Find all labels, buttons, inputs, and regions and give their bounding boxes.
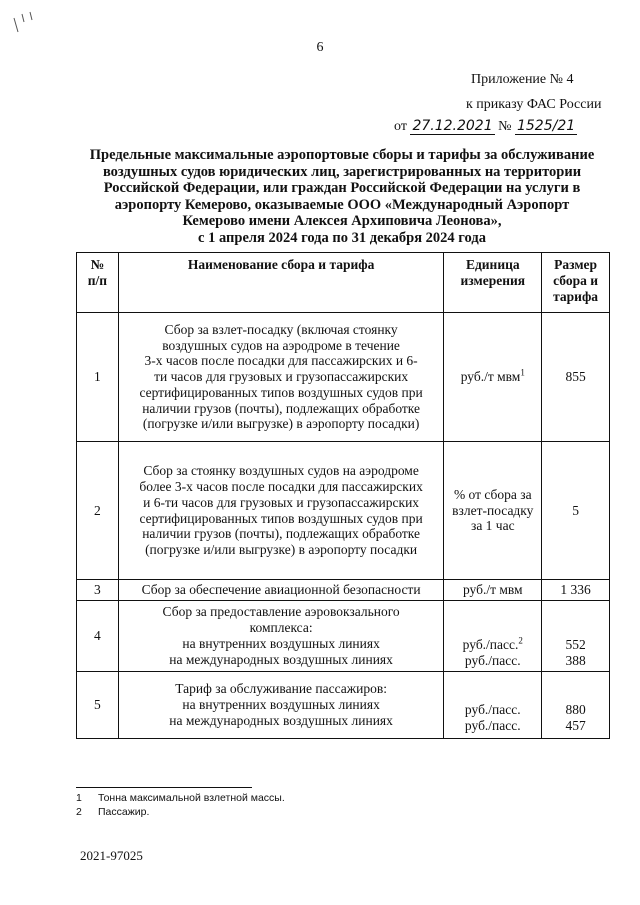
row-name: Сбор за обеспечение авиационной безопасности bbox=[118, 580, 444, 601]
row-value: 1 336 bbox=[542, 580, 610, 601]
footnote-ref: 2 bbox=[518, 635, 523, 646]
row-value: 552 388 bbox=[542, 601, 610, 672]
row-num: 5 bbox=[77, 672, 119, 739]
order-date-number bbox=[394, 118, 577, 135]
row-name: Сбор за стоянку воздушных судов на аэродроме более 3-х часов после посадки для пассажирских и 6-ти часов для грузовых и грузопассажирских сертифицированных типов воздушных судов при наличии грузов (почты), подлежащих обработке (погрузке и/или выгрузке) в аэропорту посадки bbox=[118, 442, 444, 580]
handwritten-date: 27.12.2021 bbox=[412, 118, 493, 134]
title-line: Предельные максимальные аэропортовые сборы и тарифы за обслуживание bbox=[89, 147, 595, 163]
row-name: Тариф за обслуживание пассажиров: на внутренних воздушных линиях на международных воздушных линиях bbox=[118, 672, 444, 739]
row-num: 2 bbox=[77, 442, 119, 580]
order-reference: к приказу ФАС России bbox=[466, 97, 602, 112]
table-row bbox=[77, 672, 610, 739]
title-line: аэропорту Кемерово, оказываемые ООО «Международный Аэропорт bbox=[114, 196, 570, 213]
title-line: Кемерово имени Алексея Архиповича Леонова», bbox=[182, 213, 502, 230]
row-unit: руб./т мвм$^1$ bbox=[444, 313, 542, 442]
row-unit: руб./т мвм bbox=[444, 580, 542, 601]
document-id: 2021-97025 bbox=[80, 848, 143, 863]
row-value: 5 bbox=[542, 442, 610, 580]
row-value: 880 457 bbox=[542, 672, 610, 739]
row-unit: руб./пасс. руб./пасс. bbox=[444, 672, 542, 739]
date-prefix: от bbox=[394, 119, 407, 134]
table-row bbox=[77, 442, 610, 580]
row-unit: % от сбора за взлет-посадку за 1 час bbox=[444, 442, 542, 580]
header-num: № п/п bbox=[77, 253, 119, 313]
title-line: воздушных судов юридических лиц, зарегистрированных на территории bbox=[102, 163, 582, 180]
appendix-label: Приложение № 4 bbox=[471, 72, 574, 87]
row-num: 1 bbox=[77, 313, 119, 442]
title-line: Российской Федерации, или граждан Российской Федерации на услуги в bbox=[103, 180, 581, 197]
document-title bbox=[72, 147, 612, 247]
handwritten-number: 1525/21 bbox=[516, 118, 576, 134]
header-unit: Единица измерения bbox=[444, 253, 542, 313]
header-size: Размер сбора и тарифа bbox=[542, 253, 610, 313]
footnote: 1 Тонна максимальной взлетной массы. bbox=[76, 792, 285, 804]
footnote-ref: 1 bbox=[520, 367, 525, 378]
table-row bbox=[77, 601, 610, 672]
row-name: Сбор за взлет-посадку (включая стоянку воздушных судов на аэродроме в течение 3-х часов после посадки для пассажирских и 6- ти часов для грузовых и грузопассажирских сертифицированных типов воздушных судов при наличии грузов (почты), подлежащих обработке (погрузке и/или выгрузке) в аэропорту посадки) bbox=[118, 313, 444, 442]
title-line: с 1 апреля 2024 года по 31 декабря 2024 года bbox=[198, 229, 486, 246]
row-value: 855 bbox=[542, 313, 610, 442]
footnote-separator bbox=[76, 787, 252, 788]
number-prefix: № bbox=[498, 119, 512, 134]
table-row bbox=[77, 580, 610, 601]
page-number: 6 bbox=[316, 40, 324, 55]
row-name: Сбор за предоставление аэровокзального комплекса: на внутренних воздушных линиях на международных воздушных линиях bbox=[118, 601, 444, 672]
table-row bbox=[77, 313, 610, 442]
row-unit: руб./пасс.$^2$ руб./пасс. bbox=[444, 601, 542, 672]
table-header-row bbox=[77, 253, 610, 313]
header-name: Наименование сбора и тарифа bbox=[118, 253, 444, 313]
row-num: 4 bbox=[77, 601, 119, 672]
tariffs-table bbox=[76, 252, 610, 739]
row-num: 3 bbox=[77, 580, 119, 601]
footnote: 2 Пассажир. bbox=[76, 806, 150, 818]
